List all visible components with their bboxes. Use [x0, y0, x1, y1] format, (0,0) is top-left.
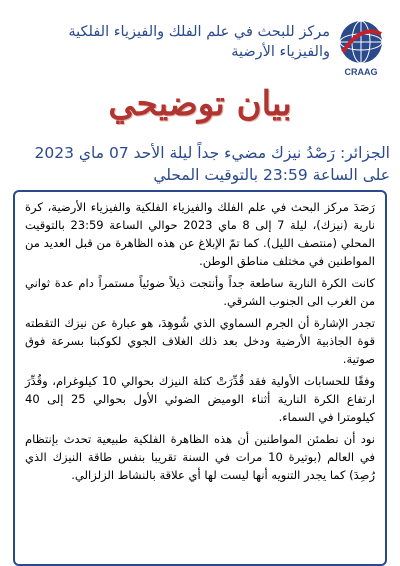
subject-line2: على الساعة 23:59 بالتوقيت المحلي — [153, 166, 390, 184]
subject-heading — [10, 142, 390, 186]
org-name — [20, 22, 330, 62]
body-paragraph-5: نود أن نطمئن المواطنين أن هذه الظاهرة الفلكية طبيعية تحدث بإنتظام في العالم (بوتيرة 10 مرات في السنة تقريبا بنفس طاقة النيزك الذي رُصِدَ) كما يجدر التنويه أنها ليست لها أي علاقة بالنشاط الزلزالي. — [25, 432, 375, 482]
body-paragraph-2: كانت الكرة النارية ساطعة جداً وأنتجت ذيلاً ضوئياً مستمراً دام عدة ثواني من الغرب الى الجنوب الشرقي. — [25, 276, 375, 308]
subject-line1: الجزائر: رَصْدُ نيزك مضيء جداً ليلة الأحد 07 ماي 2023 — [34, 144, 390, 162]
body-paragraph-4: وفقًا للحسابات الأولية فقد قُدِّرَتْ كتلة النيزك بحوالي 10 كيلوغرام، وقُدِّرَ ارتفاع الكرة النارية أثناء الوميض الضوئي الأول بحوالي 25 إلى 40 كيلومترا في السماء. — [25, 374, 375, 424]
craag-logo — [336, 18, 386, 78]
body-paragraph-1: رَصَدَ مركز البحث في علم الفلك والفيزياء الفلكية والفيزياء الأرضية، كرة نارية (نيزك)، ليلة 7 إلى 8 ماي 2023 حوالي الساعة 23:59 بالتوقيت المحلي (منتصف الليل). كما تمّ الإبلاغ عن هذه الظاهرة من قبل العديد من المواطنين في مختلف مناطق الوطن. — [25, 200, 375, 268]
globe-grid-icon — [336, 18, 386, 78]
body-paragraph-3: تجدر الإشارة أن الجرم السماوي الذي شُوهِدَ، هو عبارة عن نيزك التقطته قوة الجاذبية الأرضية ودخل بعد ذلك الغلاف الجوي لكوكبنا بسرعة فوق صوتية. — [25, 316, 375, 366]
org-name-line2: والفيزياء الأرضية — [231, 44, 330, 60]
document-title: بيان توضيحي — [108, 84, 292, 124]
logo-text: CRAAG — [344, 67, 378, 77]
org-name-line1: مركز للبحث في علم الفلك والفيزياء الفلكية — [68, 24, 330, 40]
statement-body-box — [13, 190, 387, 566]
